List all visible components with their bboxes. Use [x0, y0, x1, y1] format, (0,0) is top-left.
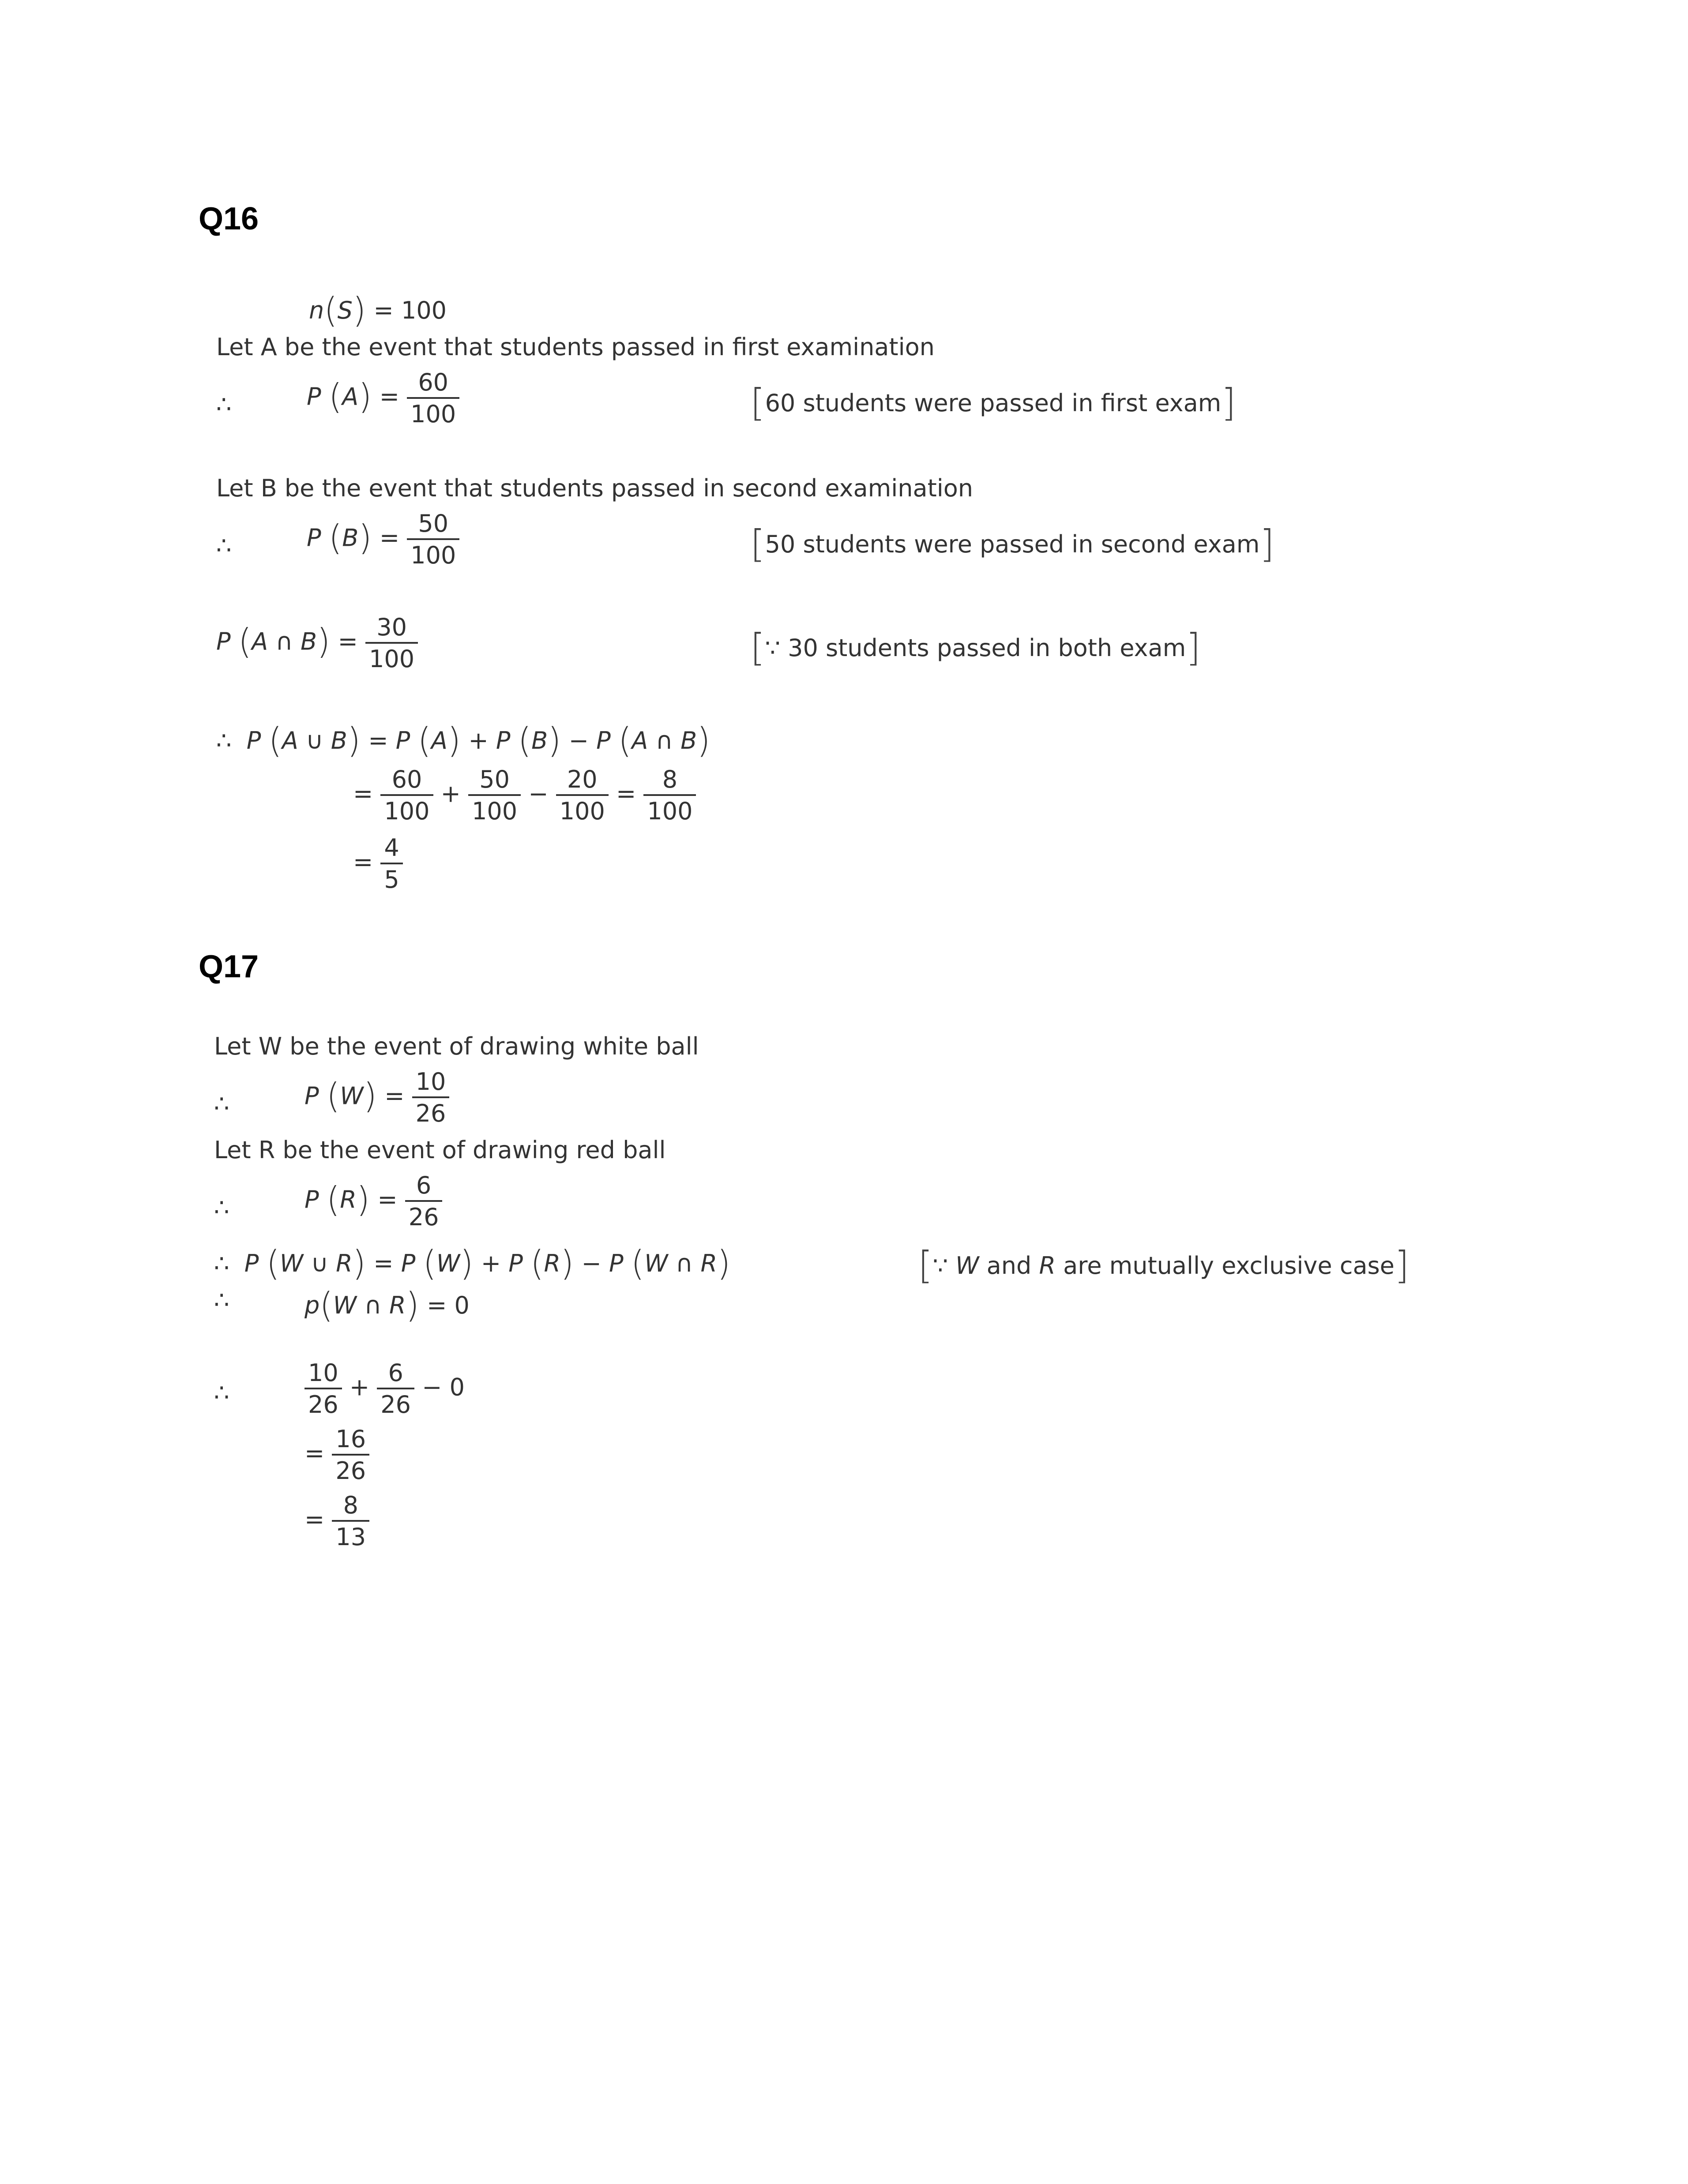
fraction: $\frac{8}{100}$ [643, 768, 696, 823]
fraction: $\frac{4}{5}$ [380, 836, 402, 892]
q16-prob-b: P (B) = $\frac{50}{100}$ [307, 512, 459, 567]
q17-prob-w: P (W) = $\frac{10}{26}$ [305, 1070, 449, 1126]
q16-union-calc: = $\frac{60}{100}$ + $\frac{50}{100}$ − $\frac{20}{100}$ = $\frac{8}{100}$ [353, 768, 696, 823]
fraction: $\frac{6}{26}$ [377, 1361, 414, 1417]
q16-line-b: Let B be the event that students passed in second examination [216, 474, 974, 502]
fraction: $\frac{8}{13}$ [332, 1494, 369, 1549]
q16-note-a: [60 students were passed in first exam] [750, 381, 1236, 425]
q17-intersection: p(W ∩ R) = 0 [305, 1286, 470, 1325]
q17-result: = $\frac{8}{13}$ [305, 1494, 369, 1549]
q16-note-ab: [∵ 30 students passed in both exam] [750, 626, 1201, 670]
q16-union-formula: ∴ P (A ∪ B) = P (A) + P (B) − P (A ∩ B) [216, 721, 711, 761]
q17-sum-step: = $\frac{16}{26}$ [305, 1427, 369, 1483]
q17-line-r: Let R be the event of drawing red ball [214, 1136, 666, 1164]
therefore-symbol: ∴ [214, 1286, 229, 1314]
fraction: $\frac{50}{100}$ [407, 512, 459, 567]
fraction: $\frac{60}{100}$ [407, 371, 459, 426]
q16-heading: Q16 [199, 201, 259, 236]
q16-prob-a-and-b: P (A ∩ B) = $\frac{30}{100}$ [216, 615, 418, 671]
q16-note-b: [50 students were passed in second exam] [750, 522, 1274, 566]
q16-line-a: Let A be the event that students passed in first examination [216, 333, 935, 361]
q17-heading: Q17 [199, 949, 259, 984]
fraction: $\frac{50}{100}$ [468, 768, 521, 823]
fraction: $\frac{20}{100}$ [556, 768, 609, 823]
therefore-symbol: ∴ [214, 1090, 229, 1118]
fraction: $\frac{10}{26}$ [412, 1070, 450, 1126]
q17-sum: $\frac{10}{26}$ + $\frac{6}{26}$ − 0 [305, 1361, 465, 1417]
fraction: $\frac{10}{26}$ [305, 1361, 342, 1417]
q17-union-formula: ∴ P (W ∪ R) = P (W) + P (R) − P (W ∩ R) [214, 1244, 731, 1283]
q16-prob-a: P (A) = $\frac{60}{100}$ [307, 371, 459, 426]
therefore-symbol: ∴ [214, 1193, 229, 1221]
fraction: $\frac{6}{26}$ [405, 1174, 443, 1229]
q17-line-w: Let W be the event of drawing white ball [214, 1032, 699, 1060]
therefore-symbol: ∴ [216, 532, 232, 559]
fraction: $\frac{30}{100}$ [365, 615, 418, 671]
fraction: $\frac{16}{26}$ [332, 1427, 369, 1483]
q17-note-exclusive: [∵ W and R are mutually exclusive case] [918, 1243, 1410, 1287]
fraction: $\frac{60}{100}$ [380, 768, 433, 823]
q16-union-result: = $\frac{4}{5}$ [353, 836, 403, 892]
therefore-symbol: ∴ [214, 1379, 229, 1407]
q17-prob-r: P (R) = $\frac{6}{26}$ [305, 1174, 442, 1229]
therefore-symbol: ∴ [216, 390, 232, 418]
q16-sample-space: n(S) = 100 [309, 291, 447, 330]
